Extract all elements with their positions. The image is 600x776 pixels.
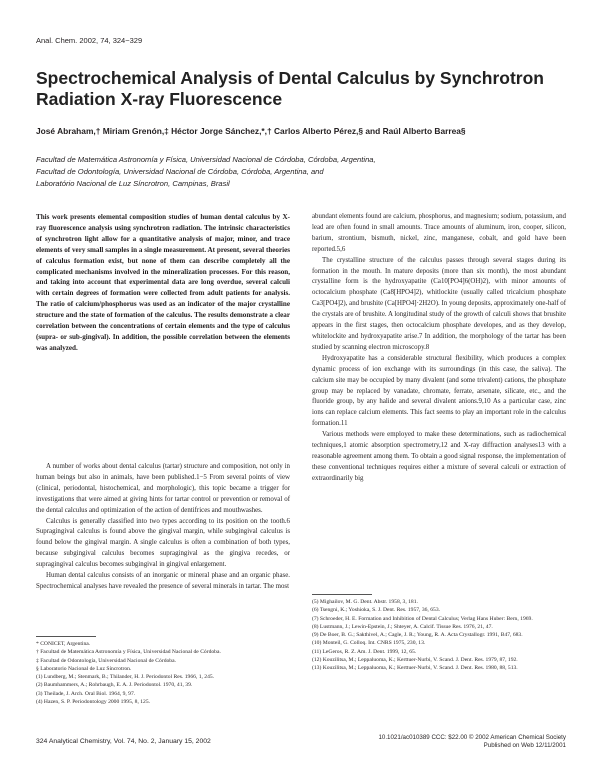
affiliation-line: Facultad de Matemática Astronomía y Física, Universidad Nacional de Córdoba, Córdoba, Argentina,: [36, 155, 376, 164]
reference-item: (4) Hazen, S. P. Periodontology 2000 1995, 8, 125.: [36, 699, 151, 706]
paragraph: The crystalline structure of the calculus passes through several stages during its formation in the mouth. In mature deposits (more than six month), the most abundant crystalline form is the hydroxyapatite (Ca10[PO4]6(OH)2), with minor amounts of octocalcium phosphate (Ca8[HPO4]2), whitlockite (usually called tricalcium phosphate Ca3[PO4]2), and brushite (Ca[HPO4]·2H2O). In young deposits, approximately one-half of the crystals are of brushite. A longitudinal study of the growth of calculi shows that brushite appears in the first stages, then octocalcium phosphate developes, and as they develop, whitelockite and hydroxyapatite arise.7 In addition, the morphology of the tartar has been studied by scanning electron microscopy.8: [312, 256, 566, 351]
paragraph: abundant elements found are calcium, phosphorus, and magnesium; sodium, potassium, and lead are often found in small amounts. Trace amounts of aluminum, iron, cooper, silicon, barium, strontium, bismuth, nickel, zinc, manganese, cobalt, and gold have been reported.5,6: [312, 213, 566, 253]
reference-item: (6) Tsengni, K.; Yoshioka, S. J. Dent. Res. 1957, 36, 653.: [312, 607, 441, 614]
reference-item: (2) Baumhammers, A.; Rohrbaugh, E. A. J. Periodontol. 1970, 41, 39.: [36, 682, 193, 689]
footnote: ‡ Facultad de Odontología, Universidad Nacional de Córdoba.: [36, 657, 176, 664]
abstract: This work presents elemental composition studies of human dental calculus by X-ray fluorescence analysis using synchrotron radiation. The intrinsic characteristics of synchrotron light allow for a quantitative analysis of major, minor, and trace elements of very small samples in a single measurement. At present, several theories of calculus formation exist, but none of them can describe completely all the complicated mechanisms involved in the mineralization processes. For this reason, and taking into account that experimental data are long overdue, several calculi with certain degrees of formation were collected from adult patients for analysis. The ratio of calcium/phosphorus was used as an indicator of the major crystalline structure and the state of formation of the calculus. The results demonstrate a clear correlation between the concentrations of certain elements and the type of calculus (supra- or sub-gingival). In addition, the possible correlation between the elements was analyzed.: [36, 213, 290, 352]
body-column-left: [36, 462, 290, 593]
references-divider: [312, 594, 372, 595]
reference-item: (3) Theilade, J. Arch. Oral Biol. 1964, 9, 97.: [36, 690, 136, 697]
reference-item: (8) Lustmann, J.; Lewin-Epstein, J.; Shteyer, A. Calcif. Tissue Res. 1976, 21, 47.: [312, 623, 493, 630]
footnotes: [36, 640, 290, 706]
reference-item: (11) LeGeros, R. Z. Am. J. Dent. 1999, 12, 65.: [312, 648, 417, 655]
paragraph: Various methods were employed to make these determinations, such as radiochemical techniques,1 atomic absorption spectrometry,12 and X-ray diffraction analyses13 with a reasonable agreement among them. To obtain a good signal response, the implementation of these conventional techniques requires either a mixture of several calculi or extraction of extraordinarily big: [312, 431, 566, 482]
page-footer-doi: [378, 734, 566, 750]
page-footer-citation: 324 Analytical Chemistry, Vol. 74, No. 2, January 15, 2002: [36, 738, 211, 745]
reference-item: (12) Kouzilitsa, M.; Leppaluoma, K.; Kerttuer-Nurbi, V. Scand. J. Dent. Res. 1979, 87, 192.: [312, 657, 518, 664]
reference-item: (13) Kouzilitsa, M.; Leppaluoma, K.; Kerttuer-Nurbi, V. Scand. J. Dent. Res. 1980, 88, 513.: [312, 665, 518, 672]
article-title: Spectrochemical Analysis of Dental Calculus by Synchrotron Radiation X-ray Fluorescence: [36, 68, 544, 109]
doi-line: 10.1021/ac010389 CCC: $22.00 © 2002 American Chemical Society: [378, 734, 566, 741]
footnote-divider: [36, 636, 96, 637]
author-list: José Abraham,† Miriam Grenón,‡ Héctor Jorge Sánchez,*,† Carlos Alberto Pérez,§ and Raúl Alberto Barrea§: [36, 126, 466, 136]
journal-reference: Anal. Chem. 2002, 74, 324−329: [36, 36, 143, 45]
affiliations: [36, 154, 476, 190]
affiliation-line: Laboratório Nacional de Luz Síncrotron, Campinas, Brasil: [36, 179, 230, 188]
reference-item: (10) Monteil, G. Colloq. Int. CNRS 1975, 230, 13.: [312, 640, 426, 647]
reference-item: (9) De Boer, B. G.; Sakthivel, A.; Cagle, J. R.; Young, R. A. Acta Crystallogr. 1991, B47, 683.: [312, 632, 523, 639]
references: [312, 598, 566, 673]
publication-date: Published on Web 12/11/2001: [483, 742, 566, 749]
reference-item: (7) Schroeder, H. E. Formation and Inhibition of Dental Calculus; Verlag Hans Huber: Bern, 1969.: [312, 615, 533, 622]
reference-item: (5) Mighailov, M. G. Dent. Abstr. 1958, 3, 181.: [312, 599, 418, 605]
affiliation-line: Facultad de Odontología, Universidad Nacional de Córdoba, Córdoba, Argentina, and: [36, 167, 324, 176]
paragraph: Human dental calculus consists of an inorganic or mineral phase and an organic phase. Spectrochemical analyses have revealed the presence of several minerals in tartar. The most: [36, 572, 290, 590]
paragraph: Calculus is generally classified into two types according to its position on the tooth.6 Supragingival calculus is found above the gingival margin, while subgingival calculus is found below the gingival margin. A single calculus is often a combination of both types, because subgingival calculus becomes supragingival as the gingiva recedes, or supragingival calculus becomes subgingival in gingival enlargement.: [36, 517, 290, 569]
footnote: † Facultad de Matemática Astronomía y Física, Universidad Nacional de Córdoba.: [36, 649, 221, 656]
body-column-right: [312, 212, 566, 485]
paragraph: Hydroxyapatite has a considerable structural flexibility, which produces a complex dynamic process of ion exchange with its surroundings (in this case, the saliva). The calcium site may be occupied by many divalent (and some trivalent) cations, the phosphate group may be replaced by vanadate, chromate, ferrate, arsenate, silicate, etc., and the fluoride group, by any halide and several divalent anions.9,10 As a particular case, zinc ions can replace calcium elements. This fact seems to play an important role in the calculus formation.11: [312, 354, 566, 428]
footnote: § Laboratorio Nacional de Luz Síncrotron.: [36, 665, 132, 672]
reference-item: (1) Lundberg, M.; Stenmark, B.; Thilander, H. J. Periodontol Res. 1966, 1, 245.: [36, 674, 215, 681]
footnote: * CONICET, Argentina.: [36, 641, 91, 647]
paragraph: A number of works about dental calculus (tartar) structure and composition, not only in human beings but also in animals, have been published.1−5 From several points of view (clinical, periodontal, histochemical, and morphologic), this topic became a trigger for investigations that were aimed at giving hints for tartar control or prevention or removal of the dental calculus and optimization of the action of dentifrices and mouthwashes.: [36, 463, 290, 514]
